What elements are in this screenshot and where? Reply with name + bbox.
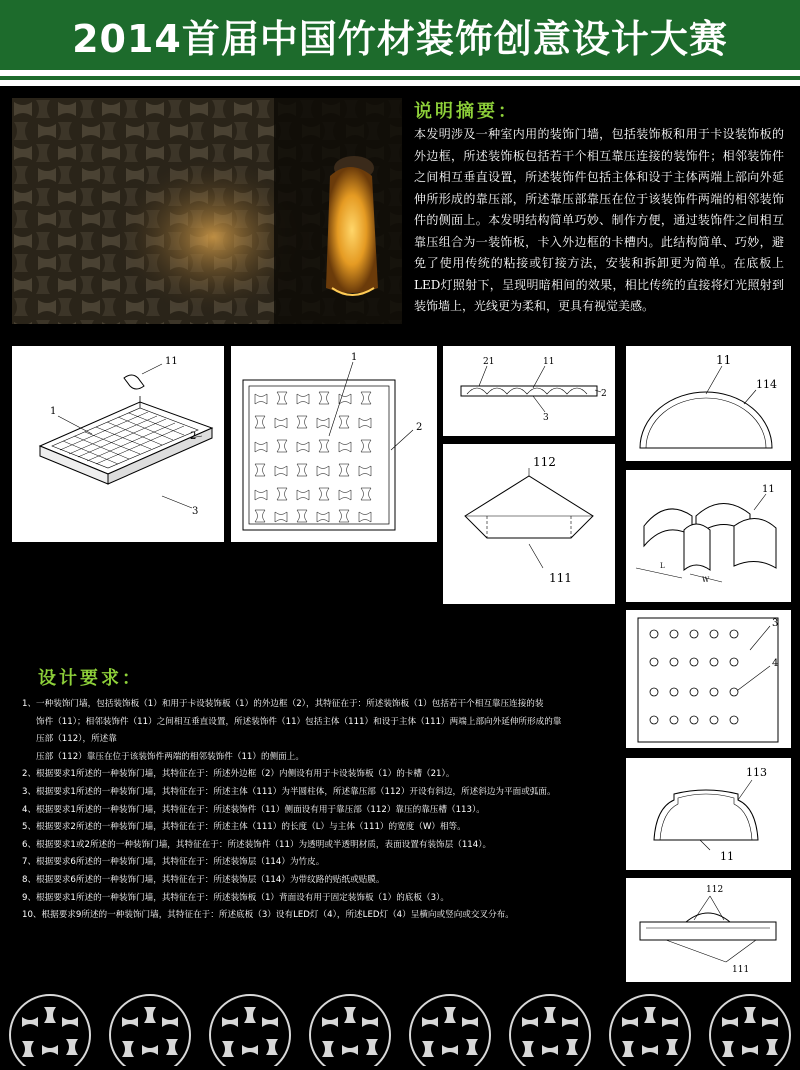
- fig8-label-113: 113: [746, 766, 767, 779]
- requirement-item: 5、根据要求2所述的一种装饰门墙，其特征在于：所述主体（111）的长度（L）与主体（111）的宽度（W）相等。: [22, 822, 466, 833]
- figure-9-panel: [626, 878, 791, 982]
- fig3-label-3: 3: [543, 413, 549, 423]
- header-stripe-inner: [0, 76, 800, 80]
- figure-1-panel: [12, 346, 224, 542]
- fig9-label-111: 111: [732, 965, 750, 975]
- requirements-list: [22, 696, 612, 925]
- fig8-label-11: 11: [720, 850, 734, 863]
- fig6-label-11: 11: [762, 484, 775, 495]
- fig1-label-1: 1: [50, 406, 57, 417]
- fig1-label-11: 11: [165, 356, 178, 367]
- requirement-item: 压部（112），所述靠: [36, 734, 117, 745]
- abstract-heading: 说明摘要：: [414, 101, 519, 122]
- figure-3-panel: [443, 346, 615, 436]
- footer-pattern: [0, 985, 800, 1066]
- requirement-item: 4、根据要求1所述的一种装饰门墙，其特征在于：所述装饰件（11）侧面设有用于靠压部（112）靠压的靠压槽（113）。: [22, 804, 485, 815]
- fig6-label-L: L: [660, 562, 665, 570]
- figure-2-panel: [231, 346, 437, 542]
- figure-7-panel: [626, 610, 791, 748]
- fig3-label-11: 11: [543, 357, 555, 367]
- fig7-label-3: 3: [772, 618, 779, 629]
- fig7-label-4: 4: [772, 658, 779, 669]
- requirement-item: 6、根据要求1或2所述的一种装饰门墙，其特征在于：所述装饰件（11）为透明或半透明材质，表面设置有装饰层（114）。: [22, 839, 492, 850]
- figure-6-panel: [626, 470, 791, 602]
- fig4-label-11: 11: [716, 353, 732, 367]
- page-title: 2014首届中国竹材装饰创意设计大赛: [72, 17, 728, 61]
- header-banner: [0, 0, 800, 70]
- figure-5-panel: [443, 444, 615, 604]
- abstract-text: 本发明涉及一种室内用的装饰门墙，包括装饰板和用于卡设装饰板的外边框，所述装饰板包括若干个相互靠压连接的装饰件；相邻装饰件之间相互垂直设置，所述装饰件包括主体和设于主体两端上部向外延伸所形成的靠压部，所述靠压部靠压在位于该装饰件两端的相邻装饰件的侧面上。本发明结构简单巧妙、制作方便，通过装饰件之间相互靠压组合为一装饰板，卡入外边框的卡槽内。此结构简单、巧妙，避免了使用传统的粘接或钉接方法，安装和拆卸更为简单。在底板上LED灯照射下，呈现明暗相间的效果，相比传统的直接将灯光照射到装饰墙上，光线更为柔和，更具有视觉美感。: [414, 127, 784, 313]
- requirement-item: 7、根据要求6所述的一种装饰门墙，其特征在于：所述装饰层（114）为竹皮。: [22, 857, 325, 868]
- requirement-item: 8、根据要求6所述的一种装饰门墙，其特征在于：所述装饰层（114）为带纹路的贴纸或贴膜。: [22, 874, 385, 885]
- fig3-label-2: 2: [601, 389, 607, 399]
- fig1-label-2: 2: [190, 431, 197, 442]
- requirement-item: 3、根据要求1所述的一种装饰门墙，其特征在于：所述主体（111）为半圆柱体，所述靠压部（112）开设有斜边，所述斜边为平面或弧面。: [22, 786, 556, 797]
- fig2-label-1: 1: [351, 352, 358, 363]
- fig2-label-2: 2: [416, 422, 423, 433]
- fig3-label-21: 21: [483, 357, 495, 367]
- fig4-label-114: 114: [756, 378, 777, 391]
- requirement-item: 10、根据要求9所述的一种装饰门墙，其特征在于：所述底板（3）设有LED灯（4），所述LED灯（4）呈横向或竖向或交叉分布。: [22, 910, 514, 921]
- product-photo: [12, 98, 402, 324]
- requirement-item: 2、根据要求1所述的一种装饰门墙，其特征在于：所述外边框（2）内侧设有用于卡设装饰板（1）的卡槽（21）。: [22, 769, 455, 780]
- requirement-item: 饰件（11）；相邻装饰件（11）之间相互垂直设置，所述装饰件（11）包括主体（111）和设于主体（111）两端上部向外延伸所形成的靠: [36, 716, 562, 727]
- fig5-label-111: 111: [549, 571, 572, 585]
- fig9-label-112: 112: [706, 885, 724, 895]
- requirement-item: 9、根据要求1所述的一种装饰门墙，其特征在于：所述装饰板（1）背面设有用于固定装饰板（1）的底板（3）。: [22, 892, 449, 903]
- requirements-heading: 设计要求：: [38, 668, 143, 689]
- requirement-item: 压部（112）靠压在位于该装饰件两端的相邻装饰件（11）的侧面上。: [36, 751, 304, 762]
- fig6-label-W: W: [702, 576, 710, 584]
- fig5-label-112: 112: [533, 455, 556, 469]
- requirement-item: 1、一种装饰门墙，包括装饰板（1）和用于卡设装饰板（1）的外边框（2），其特征在于：所述装饰板（1）包括若干个相互靠压连接的装: [22, 699, 544, 709]
- figure-8-panel: [626, 758, 791, 870]
- fig1-label-3: 3: [192, 506, 199, 517]
- figure-4-panel: [626, 346, 791, 461]
